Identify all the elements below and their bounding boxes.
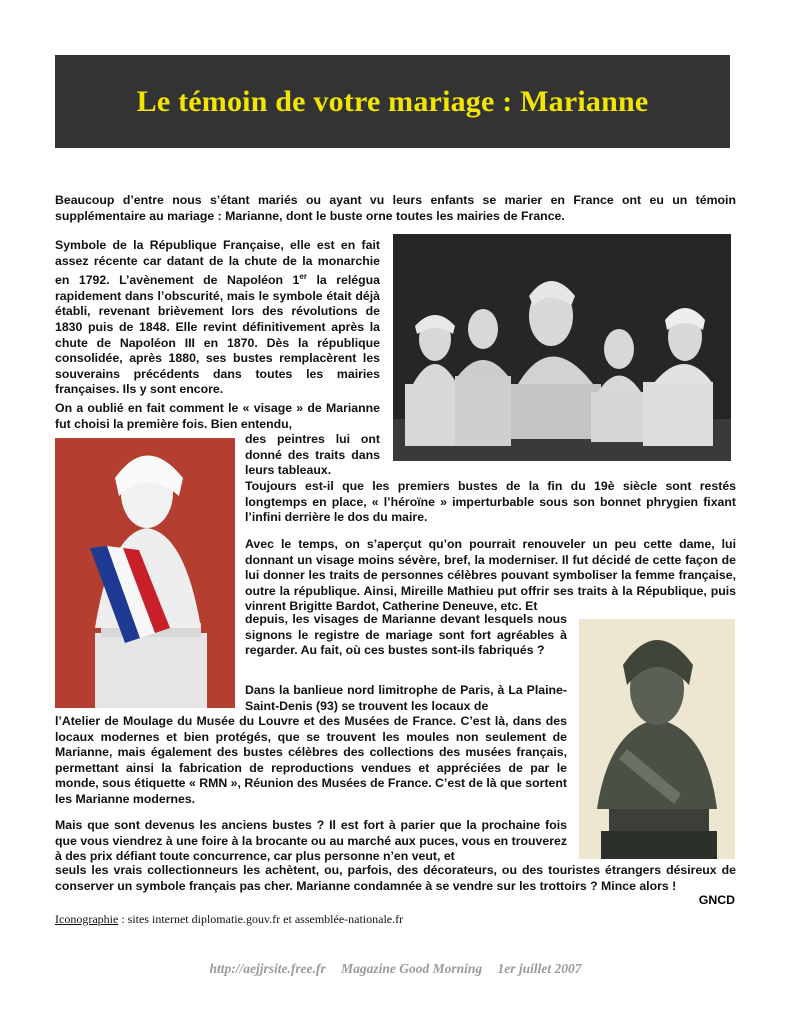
iconography-note <box>55 912 403 927</box>
title-band <box>55 55 730 148</box>
iconography-label: Iconographie <box>55 912 119 926</box>
face-paragraph-side: des peintres lui ont donné des traits dans leurs tableaux. <box>245 432 380 478</box>
old-busts-paragraph-narrow: Mais que sont devenus les anciens bustes ? Il est fort à parier que la prochaine fois que vous viendrez à une foire à la brocante ou au marché aux puces, vous en trouverez à des prix défiant toute concurrence, car plus personne n’en veut, et <box>55 818 567 864</box>
busts-group-photo <box>393 234 731 461</box>
footer-magazine: Magazine Good Morning <box>341 961 483 976</box>
history-paragraph <box>55 238 380 398</box>
bronze-bust-photo <box>579 619 735 859</box>
iconography-text: : sites internet diplomatie.gouv.fr et assemblée-nationale.fr <box>118 912 404 926</box>
footer-url: http://aejjrsite.free.fr <box>209 961 326 976</box>
author-signature: GNCD <box>698 893 735 907</box>
location-paragraph-narrow: Dans la banlieue nord limitrophe de Paris, à La Plaine-Saint-Denis (93) se trouvent les locaux de <box>245 683 567 713</box>
modernize-paragraph-narrow: depuis, les visages de Marianne devant lesquels nous signons le registre de mariage sont fort agréables à regarder. Au fait, où ces bustes sont-ils fabriqués ? <box>245 612 567 658</box>
page-title: Le témoin de votre mariage : Marianne <box>136 84 649 118</box>
tricolor-bust-photo <box>55 438 235 708</box>
footer <box>0 961 791 977</box>
history-superscript: er <box>299 272 307 282</box>
history-text-part2: la relégua rapidement dans l’obscurité, mais le symbole était déjà établi, revenant brièvement lors des révolutions de 1830 puis de 1848. Elle revint définitivement après la chute de Napoléon III en 1870. Dès la république consolidée, après 1880, ses bustes remplacèrent les souverains précédents dans toutes les mairies françaises. Ils y sont encore. <box>55 273 380 397</box>
face-paragraph-lead: On a oublié en fait comment le « visage » de Marianne fut choisi la première fois. Bien entendu, <box>55 401 380 431</box>
modernize-paragraph: Avec le temps, on s’aperçut qu’on pourrait renouveler un peu cette dame, lui donnant un visage moins sévère, bref, la moderniser. Il fut décidé de cette façon de lui donner les traits de personnes célèbres pouvant symboliser la femme française, outre la république. Ainsi, Mireille Mathieu put offrir ses traits à la République, puis vinrent Brigitte Bardot, Catherine Deneuve, etc. Et <box>245 537 736 614</box>
history-text-part1: Symbole de la République Française, elle est en fait assez récente car datant de la chute de la monarchie en 1792. L’avènement de Napoléon 1 <box>55 238 380 288</box>
footer-date: 1er juillet 2007 <box>497 961 582 976</box>
old-busts-paragraph-wide: seuls les vrais collectionneurs les achètent, ou, parfois, des décorateurs, ou des touristes étrangers désireux de conserver un symbole français pas cher. Marianne condamnée à se vendre sur les trottoirs ? Mince alors ! <box>55 863 736 893</box>
location-paragraph-wide: l’Atelier de Moulage du Musée du Louvre et des Musées de France. C’est là, dans des locaux modernes et bien protégés, que se trouvent les moules non seulement de Marianne, mais également des bustes célèbres des collections des musées français, permettant ainsi la fabrication de reproductions vendues et appréciées de par le monde, sous étiquette « RMN », Réunion des Musées de France. C’est de là que sortent les Marianne modernes. <box>55 714 567 806</box>
face-paragraph-rest: Toujours est-il que les premiers bustes de la fin du 19è siècle sont restés longtemps en place, « l’héroïne » imperturbable sous son bonnet phrygien fixant l’infini derrière le dos du maire. <box>245 479 736 525</box>
intro-paragraph: Beaucoup d’entre nous s’étant mariés ou ayant vu leurs enfants se marier en France ont eu un témoin supplémentaire au mariage : Marianne, dont le buste orne toutes les mairies de France. <box>55 193 736 223</box>
